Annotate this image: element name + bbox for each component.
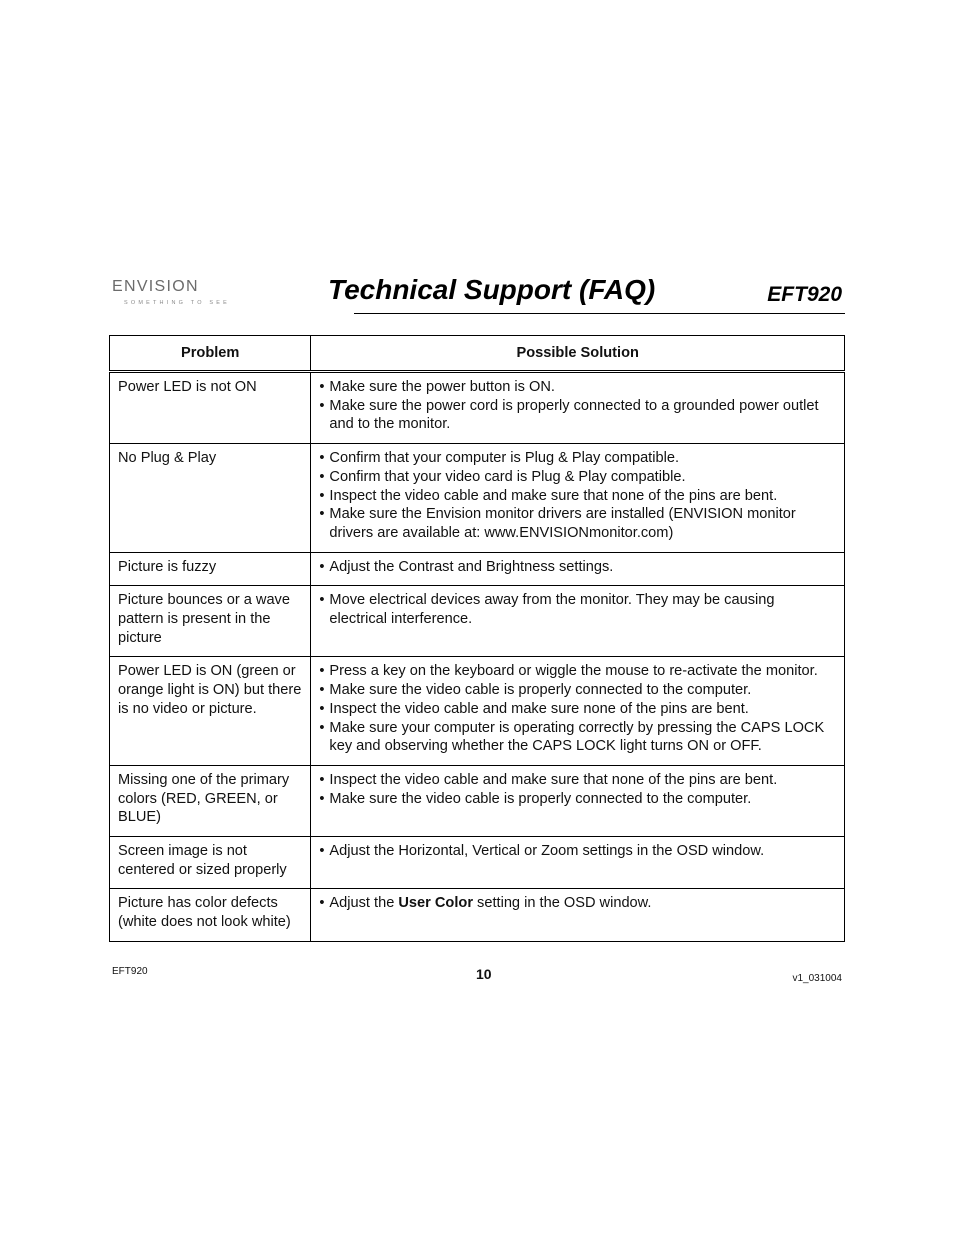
column-header-solution: Possible Solution: [311, 336, 845, 372]
table-row: [110, 586, 845, 657]
model-heading: EFT920: [767, 283, 842, 306]
solution-item: • Make sure the power button is ON.: [319, 378, 836, 397]
solution-cell: [311, 837, 845, 889]
table-header-row: [110, 336, 845, 372]
solution-item: • Make sure the Envision monitor drivers are installed (ENVISION monitor drivers are available at: www.ENVISIONmonitor.com): [319, 505, 836, 542]
solution-list: [319, 591, 836, 628]
solution-list: [319, 378, 836, 434]
page-number: 10: [476, 966, 492, 982]
problem-cell: No Plug & Play: [110, 444, 311, 553]
problem-cell: Power LED is not ON: [110, 372, 311, 444]
solution-item: • Press a key on the keyboard or wiggle the mouse to re-activate the monitor.: [319, 662, 836, 681]
solution-item: • Make sure the power cord is properly connected to a grounded power outlet and to the monitor.: [319, 397, 836, 434]
solution-item: • Move electrical devices away from the monitor. They may be causing electrical interference.: [319, 591, 836, 628]
envision-logo: [112, 278, 232, 314]
problem-cell: Picture is fuzzy: [110, 552, 311, 586]
solution-list: [319, 771, 836, 808]
user-color-setting: User Color: [398, 895, 473, 912]
solution-item: • Confirm that your video card is Plug & Play compatible.: [319, 468, 836, 487]
solution-cell: [311, 657, 845, 766]
solution-item: [319, 894, 836, 913]
problem-cell: Missing one of the primary colors (RED, GREEN, or BLUE): [110, 765, 311, 836]
solution-item: • Confirm that your computer is Plug & Play compatible.: [319, 449, 836, 468]
logo-wordmark: ENVISION: [112, 278, 199, 295]
solution-cell: [311, 552, 845, 586]
solution-cell: [311, 765, 845, 836]
faq-table: [109, 335, 845, 942]
table-row: [110, 889, 845, 941]
solution-cell: [311, 889, 845, 941]
table-row: [110, 552, 845, 586]
problem-cell: Picture bounces or a wave pattern is present in the picture: [110, 586, 311, 657]
solution-cell: [311, 444, 845, 553]
solution-list: [319, 894, 836, 913]
solution-item: • Inspect the video cable and make sure none of the pins are bent.: [319, 700, 836, 719]
table-row: [110, 837, 845, 889]
solution-list: [319, 449, 836, 543]
table-row: [110, 657, 845, 766]
solution-item: • Adjust the Contrast and Brightness settings.: [319, 558, 836, 577]
problem-cell: Picture has color defects (white does not look white): [110, 889, 311, 941]
solution-text-after: setting in the OSD window.: [473, 895, 652, 912]
table-row: [110, 444, 845, 553]
solution-cell: [311, 372, 845, 444]
problem-cell: Power LED is ON (green or orange light is ON) but there is no video or picture.: [110, 657, 311, 766]
solution-item: • Make sure the video cable is properly connected to the computer.: [319, 790, 836, 809]
solution-list: [319, 662, 836, 756]
solution-list: [319, 842, 836, 861]
solution-item: • Make sure the video cable is properly connected to the computer.: [319, 681, 836, 700]
footer-version: v1_031004: [792, 973, 842, 984]
solution-item: • Inspect the video cable and make sure that none of the pins are bent.: [319, 487, 836, 506]
table-row: [110, 372, 845, 444]
footer-model: EFT920: [112, 966, 148, 977]
solution-item: • Adjust the Horizontal, Vertical or Zoom settings in the OSD window.: [319, 842, 836, 861]
page-title: Technical Support (FAQ): [328, 274, 656, 305]
title-underline: [354, 313, 845, 314]
problem-cell: Screen image is not centered or sized properly: [110, 837, 311, 889]
logo-tagline: SOMETHING TO SEE: [124, 300, 231, 306]
solution-item: • Inspect the video cable and make sure that none of the pins are bent.: [319, 771, 836, 790]
solution-text-before: Adjust the: [329, 895, 399, 912]
column-header-problem: Problem: [110, 336, 311, 372]
solution-cell: [311, 586, 845, 657]
solution-list: [319, 558, 836, 577]
table-row: [110, 765, 845, 836]
solution-item: • Make sure your computer is operating correctly by pressing the CAPS LOCK key and observing whether the CAPS LOCK light turns ON or OFF.: [319, 719, 836, 756]
